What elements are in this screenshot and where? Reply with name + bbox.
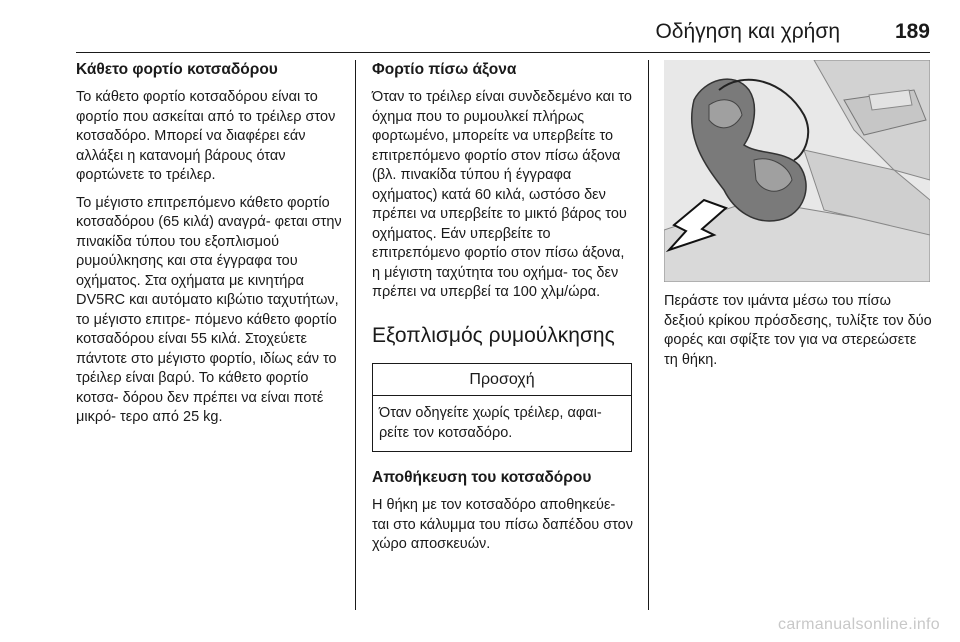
trunk-illustration-drawing	[664, 60, 930, 282]
rear-axle-load-paragraph: Όταν το τρέιλερ είναι συνδεδεμένο και το όχημα που το ρυμουλκεί πλήρως φορτωμένο, μπορείτε να υπερβείτε το επιτρεπόμενο φορτίο στον πίσω άξονα (βλ. πινακίδα τύπου ή έγγραφα οχήματος) κατά 60 κιλά, ωστόσο δεν πρέπει να υπερβείτε το μικτό βάρος του οχήματος. Εάν υπερβείτε το επιτρεπόμενο φορτίο στον πίσω άξονα, η μέγιστη ταχύτητα του οχήμα‐ τος δεν πρέπει να υπερβεί τα 100 χλμ/ώρα.	[372, 89, 632, 300]
storage-heading: Αποθήκευση του κοτσαδόρου	[372, 469, 592, 486]
column-divider-left	[355, 60, 356, 610]
header-divider	[76, 52, 930, 53]
column-3	[664, 60, 932, 378]
caution-text: Όταν οδηγείτε χωρίς τρέιλερ, αφαι‐ ρείτε τον κοτσαδόρο.	[379, 405, 602, 441]
caution-box	[372, 363, 632, 453]
page-header-title: Οδήγηση και χρήση	[655, 20, 840, 43]
page-number: 189	[894, 20, 930, 43]
storage-paragraph: Η θήκη με τον κοτσαδόρο αποθηκεύε‐ ται στο κάλυμμα του πίσω δαπέδου στον χώρο αποσκευών.	[372, 497, 633, 552]
vertical-load-heading: Κάθετο φορτίο κοτσαδόρου	[76, 61, 278, 78]
trunk-illustration	[664, 60, 930, 282]
column-1	[76, 60, 346, 436]
illustration-caption: Περάστε τον ιμάντα μέσω του πίσω δεξιού κρίκου πρόσδεσης, τυλίξτε τον δύο φορές και σφίξτε τον για να στερεώσετε τη θήκη.	[664, 293, 932, 368]
column-divider-right	[648, 60, 649, 610]
caution-title: Προσοχή	[373, 364, 631, 397]
rear-axle-load-heading: Φορτίο πίσω άξονα	[372, 61, 517, 78]
watermark: carmanualsonline.info	[778, 616, 940, 633]
column-2	[372, 60, 634, 563]
vertical-load-paragraph-1: Το κάθετο φορτίο κοτσαδόρου είναι το φορτίο που ασκείται από το τρέιλερ στον κοτσαδόρο. Μπορεί να διαφέρει εάν αλλάξει η κατανομή βάρους όταν φορτώνετε το τρέιλερ.	[76, 89, 336, 183]
towing-equipment-title: Εξοπλισμός ρυμούλκησης	[372, 323, 615, 347]
vertical-load-paragraph-2: Το μέγιστο επιτρεπόμενο κάθετο φορτίο κοτσαδόρου (65 κιλά) αναγρά‐ φεται στην πινακίδα τύπου του εξοπλισμού ρυμούλκησης και στα έγγραφα του οχήματος. Στα οχήματα με κινητήρα DV5RC και αυτόματο κιβώτιο ταχυτήτων, το μέγιστο επιτρε‐ πόμενο κάθετο φορτίο κοτσαδόρου είναι 55 κιλά. Στοχεύετε πάντοτε στο μέγιστο φορτίο, ιδίως εάν το τρέιλερ είναι βαρύ. Το κάθετο φορτίο κοτσα‐ δόρου δεν πρέπει να είναι ποτέ μικρό‐ τερο από 25 kg.	[76, 194, 342, 425]
